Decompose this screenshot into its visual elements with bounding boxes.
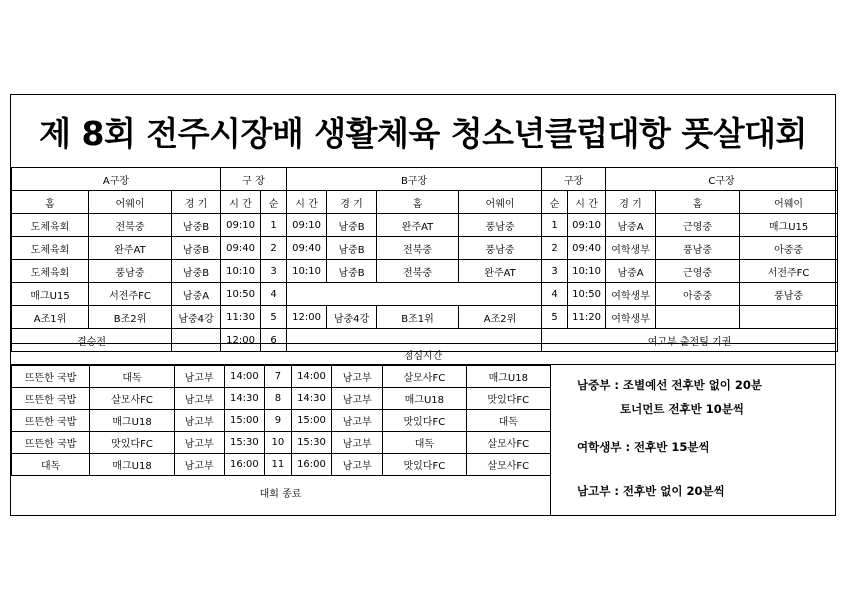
c-division: 남중A: [606, 214, 656, 237]
c-time: 09:10: [568, 214, 606, 237]
b-division: 남고부: [332, 454, 383, 476]
c-home-team: 풍남중: [656, 237, 740, 260]
match-number: 10: [265, 432, 291, 454]
c-away-team: 매그U15: [740, 214, 838, 237]
c-time: 09:40: [568, 237, 606, 260]
column-header: 시 간: [568, 191, 606, 214]
rule-boys-middle: 남중부 : 조별예선 전후반 없이 20분: [577, 378, 763, 392]
c-match-number: 5: [542, 306, 568, 329]
tournament-end-row: 대회 종료: [11, 469, 551, 515]
court-header-2: 구장: [542, 168, 606, 191]
a-time: 10:50: [221, 283, 261, 306]
b-time: 14:00: [291, 366, 332, 388]
column-header: 어웨이: [740, 191, 838, 214]
match-row: [12, 388, 551, 410]
c-match-number: 2: [542, 237, 568, 260]
b-time: 09:10: [287, 214, 327, 237]
match-number: 9: [265, 410, 291, 432]
morning-schedule-table: [11, 167, 838, 352]
column-header: 경 기: [172, 191, 221, 214]
a-home-team: 도체육회: [12, 237, 89, 260]
b-empty-cell: [287, 283, 542, 306]
match-row: [12, 306, 838, 329]
b-away-team: 풍남중: [459, 237, 542, 260]
match-row: [12, 214, 838, 237]
b-home-team: 전북중: [377, 237, 459, 260]
match-number: 6: [261, 329, 287, 352]
a-division: 남고부: [174, 410, 224, 432]
column-header: 경 기: [606, 191, 656, 214]
rule-boys-middle-tournament: 토너먼트 전후반 10분씩: [620, 402, 744, 416]
c-time: 11:20: [568, 306, 606, 329]
b-away-team: A조2위: [459, 306, 542, 329]
a-division: 남중A: [172, 283, 221, 306]
column-header: 어웨이: [459, 191, 542, 214]
b-away-team: 대독: [466, 410, 550, 432]
c-empty-cell: [740, 306, 838, 329]
a-home-team: A조1위: [12, 306, 89, 329]
b-division: 남중B: [327, 237, 377, 260]
c-home-team: 근영중: [656, 260, 740, 283]
b-home-team: 대독: [383, 432, 466, 454]
match-number: 3: [261, 260, 287, 283]
column-header: 어웨이: [89, 191, 172, 214]
c-match-number: 4: [542, 283, 568, 306]
b-division: 남중B: [327, 260, 377, 283]
a-away-team: 대독: [90, 366, 174, 388]
a-division: 남고부: [174, 454, 224, 476]
c-division: 여학생부: [606, 237, 656, 260]
column-header: 순: [261, 191, 287, 214]
b-division: 남고부: [332, 410, 383, 432]
page-title: 제 8회 전주시장배 생활체육 청소년클럽대항 풋살대회: [11, 95, 835, 168]
b-home-team: 완주AT: [377, 214, 459, 237]
a-time: 16:00: [224, 454, 265, 476]
a-away-team: 매그U18: [90, 410, 174, 432]
b-away-team: 살모사FC: [466, 454, 550, 476]
a-time: 09:40: [221, 237, 261, 260]
b-time: 14:30: [291, 388, 332, 410]
column-header: 홈: [377, 191, 459, 214]
final-label: 결승전: [12, 329, 172, 352]
match-row: [12, 432, 551, 454]
a-time: 14:30: [224, 388, 265, 410]
c-note: 여고부 출전팀 기권: [542, 329, 838, 352]
c-division: 남중A: [606, 260, 656, 283]
a-division: 남중B: [172, 214, 221, 237]
b-home-team: 맛있다FC: [383, 410, 466, 432]
c-match-number: 3: [542, 260, 568, 283]
match-rules-box: [551, 365, 835, 515]
match-row: [12, 410, 551, 432]
lunch-break-row: 점심시간: [11, 343, 835, 365]
b-division: 남중4강: [327, 306, 377, 329]
b-home-team: 전북중: [377, 260, 459, 283]
column-header: 시 간: [287, 191, 327, 214]
b-time: 12:00: [287, 306, 327, 329]
a-court-header: A구장: [12, 168, 221, 191]
match-number: 1: [261, 214, 287, 237]
b-away-team: 매그U18: [466, 366, 550, 388]
a-time: 15:30: [224, 432, 265, 454]
a-away-team: 살모사FC: [90, 388, 174, 410]
a-home-team: 뜨뜬한 국밥: [12, 388, 90, 410]
a-away-team: 완주AT: [89, 237, 172, 260]
a-away-team: 풍남중: [89, 260, 172, 283]
c-away-team: 서전주FC: [740, 260, 838, 283]
b-away-team: 맛있다FC: [466, 388, 550, 410]
a-home-team: 뜨뜬한 국밥: [12, 410, 90, 432]
a-division: 남중B: [172, 237, 221, 260]
c-home-team: 아중중: [656, 283, 740, 306]
b-home-team: B조1위: [377, 306, 459, 329]
b-time: 15:30: [291, 432, 332, 454]
schedule-sheet: [10, 94, 836, 516]
match-number: 11: [265, 454, 291, 476]
match-row: [12, 366, 551, 388]
b-division: 남고부: [332, 432, 383, 454]
a-time: 14:00: [224, 366, 265, 388]
c-court-header: C구장: [606, 168, 838, 191]
a-away-team: B조2위: [89, 306, 172, 329]
match-row: [12, 260, 838, 283]
c-away-team: 아중중: [740, 237, 838, 260]
match-number: 4: [261, 283, 287, 306]
a-away-team: 매그U18: [90, 454, 174, 476]
b-division: 남중B: [327, 214, 377, 237]
b-time: 10:10: [287, 260, 327, 283]
a-division: 남고부: [174, 388, 224, 410]
a-home-team: 대독: [12, 454, 90, 476]
a-away-team: 맛있다FC: [90, 432, 174, 454]
column-header: 순: [542, 191, 568, 214]
a-away-team: 서전주FC: [89, 283, 172, 306]
b-time: 15:00: [291, 410, 332, 432]
b-time: 16:00: [291, 454, 332, 476]
match-number: 7: [265, 366, 291, 388]
c-home-team: 근영중: [656, 214, 740, 237]
b-home-team: 매그U18: [383, 388, 466, 410]
afternoon-schedule-table: [11, 365, 551, 476]
c-away-team: 풍남중: [740, 283, 838, 306]
a-time: 11:30: [221, 306, 261, 329]
a-division: 남중4강: [172, 306, 221, 329]
section-header-row: [12, 168, 838, 191]
b-away-team: 살모사FC: [466, 432, 550, 454]
c-division: 여학생부: [606, 283, 656, 306]
match-row: [12, 283, 838, 306]
b-home-team: 살모사FC: [383, 366, 466, 388]
rule-girls: 여학생부 : 전후반 15분씩: [577, 440, 710, 454]
court-header: 구 장: [221, 168, 287, 191]
a-time: 09:10: [221, 214, 261, 237]
c-empty-cell: [656, 306, 740, 329]
c-match-number: 1: [542, 214, 568, 237]
match-number: 5: [261, 306, 287, 329]
a-home-team: 뜨뜬한 국밥: [12, 366, 90, 388]
b-division: 남고부: [332, 366, 383, 388]
a-home-team: 도체육회: [12, 214, 89, 237]
a-time: 10:10: [221, 260, 261, 283]
column-header: 시 간: [221, 191, 261, 214]
b-away-team: 풍남중: [459, 214, 542, 237]
b-division: 남고부: [332, 388, 383, 410]
a-away-team: 전북중: [89, 214, 172, 237]
match-row: [12, 237, 838, 260]
a-division: 남중B: [172, 260, 221, 283]
b-court-header: B구장: [287, 168, 542, 191]
column-header: 경 기: [327, 191, 377, 214]
column-header-row: [12, 191, 838, 214]
rule-boys-high: 남고부 : 전후반 없이 20분씩: [577, 484, 725, 498]
match-number: 2: [261, 237, 287, 260]
b-home-team: 맛있다FC: [383, 454, 466, 476]
c-time: 10:10: [568, 260, 606, 283]
a-division: 남고부: [174, 432, 224, 454]
b-time: 09:40: [287, 237, 327, 260]
c-time: 10:50: [568, 283, 606, 306]
a-home-team: 매그U15: [12, 283, 89, 306]
column-header: 홈: [656, 191, 740, 214]
a-time: 15:00: [224, 410, 265, 432]
c-division: 여학생부: [606, 306, 656, 329]
a-home-team: 도체육회: [12, 260, 89, 283]
a-division: 남고부: [174, 366, 224, 388]
b-away-team: 완주AT: [459, 260, 542, 283]
match-number: 8: [265, 388, 291, 410]
column-header: 홈: [12, 191, 89, 214]
a-home-team: 뜨뜬한 국밥: [12, 432, 90, 454]
final-time: 12:00: [221, 329, 261, 352]
